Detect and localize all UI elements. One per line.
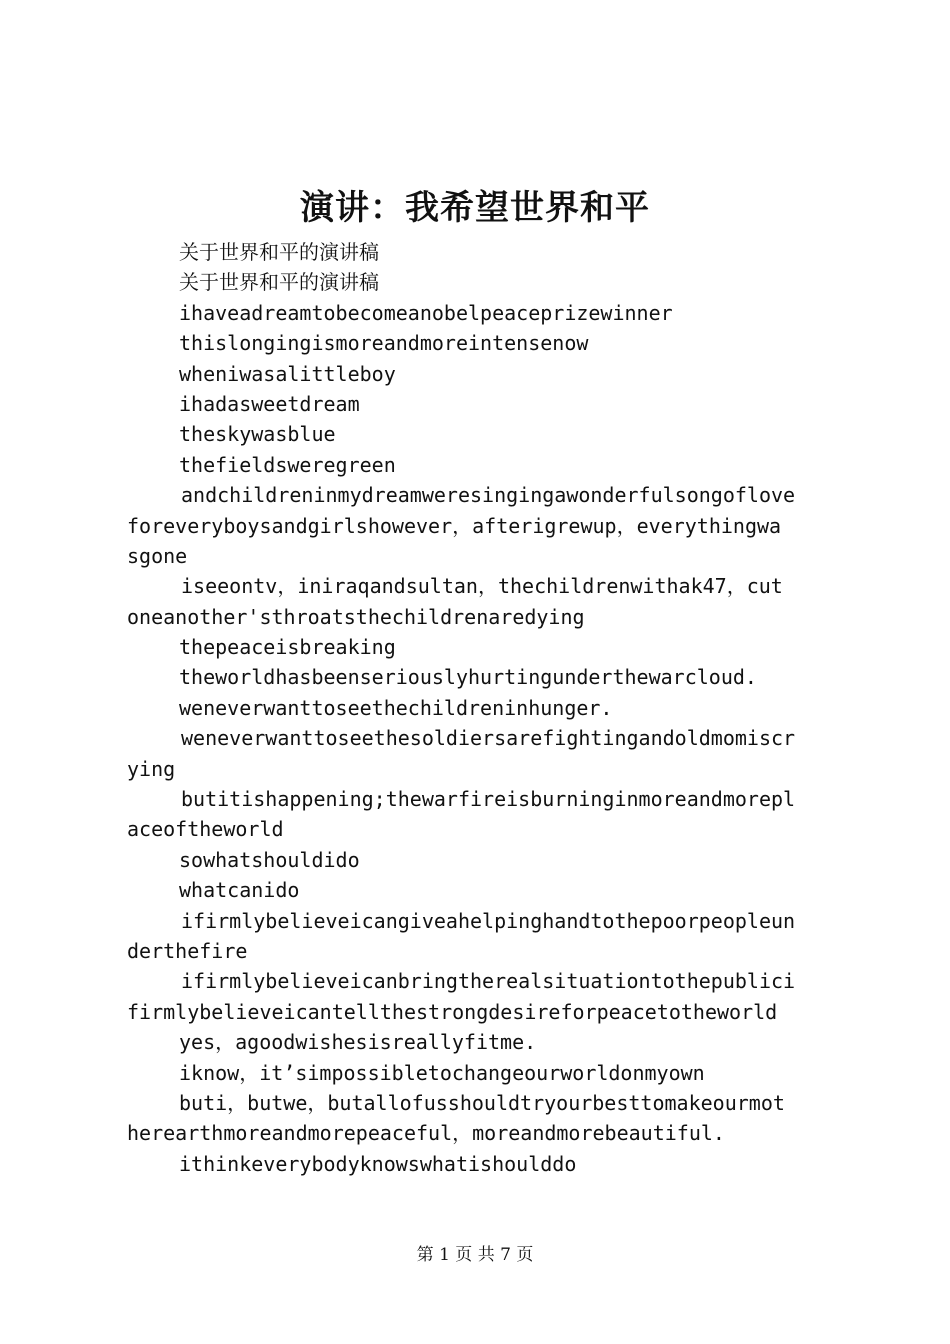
body-line: oneanother'sthroatsthechildrenaredying — [127, 604, 585, 629]
body-line: whatcanido — [179, 878, 300, 903]
body-line: iseeontv，iniraqandsultan，thechildrenwithak47，cut — [181, 574, 783, 599]
document-title: 演讲：我希望世界和平 — [300, 188, 650, 228]
body-line: firmlybelieveicantellthestrongdesireforpeacetotheworld — [127, 999, 778, 1024]
body-line: 关于世界和平的演讲稿 — [179, 270, 379, 295]
body-line: thislongingismoreandmoreintensenow — [179, 331, 589, 356]
body-line: foreveryboysandgirlshowever，afterigrewup，everythingwa — [127, 513, 782, 538]
body-line: ifirmlybelieveicanbringtherealsituationtothepublici — [181, 969, 796, 994]
body-line: sgone — [127, 543, 188, 568]
body-line: theworldhasbeenseriouslyhurtingunderthewarcloud. — [179, 665, 757, 690]
body-line: thepeaceisbreaking — [179, 635, 396, 660]
body-line: thefieldsweregreen — [179, 452, 396, 477]
body-line: andchildreninmydreamweresingingawonderfulsongoflove — [181, 483, 796, 508]
body-line: sowhatshouldido — [179, 847, 360, 872]
body-line: herearthmoreandmorepeaceful，moreandmorebeautiful. — [127, 1121, 725, 1146]
body-line: butitishappening;thewarfireisburninginmoreandmorepl — [181, 787, 796, 812]
body-line: theskywasblue — [179, 422, 336, 447]
body-line: 关于世界和平的演讲稿 — [179, 240, 379, 264]
body-line: ithinkeverybodyknowswhatishoulddo — [179, 1151, 577, 1176]
body-line: ifirmlybelieveicangiveahelpinghandtothepoorpeopleun — [181, 908, 796, 933]
body-line: buti，butwe，butallofusshouldtryourbesttomakeourmot — [179, 1090, 785, 1115]
body-line: ihaveadreamtobecomeanobelpeaceprizewinner — [179, 300, 673, 325]
document-body — [127, 237, 833, 1179]
body-line: aceoftheworld — [127, 817, 284, 842]
body-line: ihadasweetdream — [179, 391, 360, 416]
body-line: wheniwasalittleboy — [179, 361, 396, 386]
body-line: weneverwanttoseethechildreninhunger. — [179, 695, 613, 720]
body-line: iknow，it’simpossibletochangeourworldonmyown — [179, 1060, 705, 1085]
body-line: yes，agoodwishesisreallyfitme. — [179, 1030, 537, 1055]
page-number-footer: 第 1 页 共 7 页 — [416, 1245, 534, 1265]
body-line: derthefire — [127, 938, 248, 963]
body-line: ying — [127, 756, 176, 781]
body-line: weneverwanttoseethesoldiersarefightingandoldmomiscr — [181, 726, 796, 751]
